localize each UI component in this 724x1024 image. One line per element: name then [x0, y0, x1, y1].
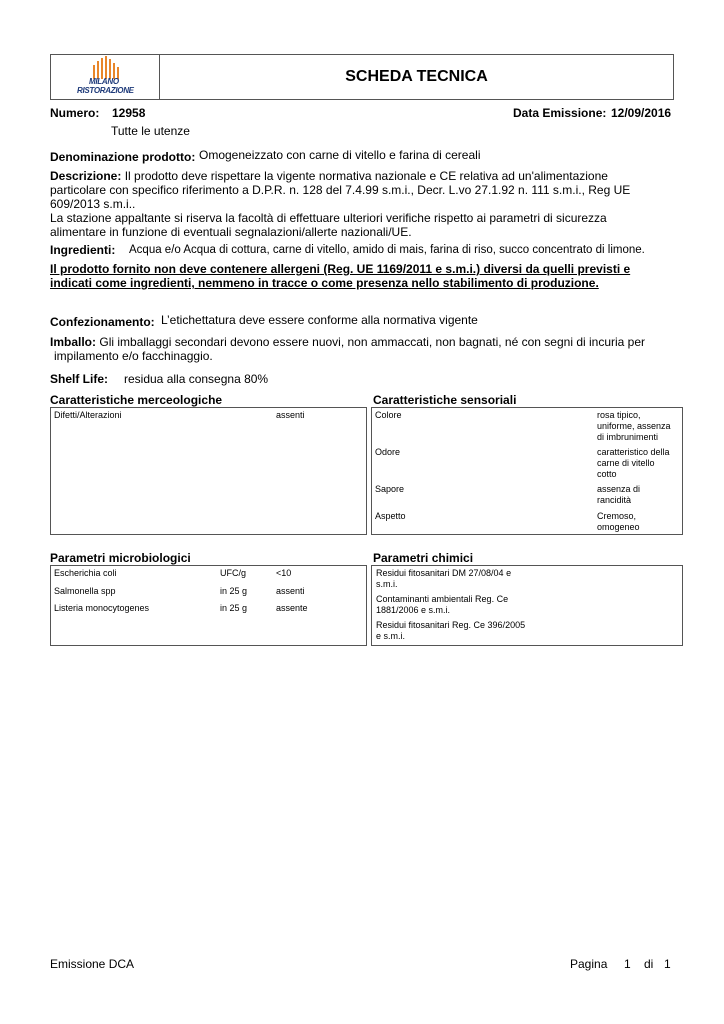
chimici-row-3-line2: e s.m.i.: [376, 631, 406, 641]
sensoriali-colore-name: Colore: [375, 410, 402, 420]
microbiologici-table: [50, 565, 367, 646]
descrizione-text-1: Il prodotto deve rispettare la vigente normativa nazionale e CE relativa ad un'alimentazione: [124, 169, 608, 183]
denominazione-value: Omogeneizzato con carne di vitello e farina di cereali: [199, 148, 481, 162]
company-logo: [51, 55, 160, 99]
sensoriali-colore-v2: uniforme, assenza: [597, 421, 671, 431]
chimici-row-2-line2: 1881/2006 e s.m.i.: [376, 605, 451, 615]
chimici-row-1-line2: s.m.i.: [376, 579, 398, 589]
micro-row-2-value: assenti: [276, 586, 305, 596]
microbiologici-title: Parametri microbiologici: [50, 551, 191, 565]
ingredienti-label: Ingredienti:: [50, 243, 116, 257]
footer-di-label: di: [644, 957, 654, 971]
imballo-line2: impilamento e/o facchinaggio.: [54, 349, 213, 363]
confezionamento-label: Confezionamento:: [50, 315, 155, 329]
logo-text-line2: RISTORAZIONE: [77, 86, 134, 95]
sensoriali-title: Caratteristiche sensoriali: [373, 393, 517, 407]
sensoriali-colore-v3: di imbrunimenti: [597, 432, 659, 442]
sensoriali-sapore-name: Sapore: [375, 484, 405, 494]
sensoriali-colore-v1: rosa tipico,: [597, 410, 641, 420]
allergeni-line1: Il prodotto fornito non deve contenere allergeni (Reg. UE 1169/2011 e s.m.i.) diversi da quelli previsti e: [50, 262, 631, 276]
descrizione-line4: La stazione appaltante si riserva la facoltà di effettuare ulteriori verifiche rispetto ai parametri di sicurezza: [50, 211, 607, 225]
sensoriali-odore-v2: carne di vitello: [597, 458, 655, 468]
chimici-row-1-line1: Residui fitosanitari DM 27/08/04 e: [376, 568, 512, 578]
imballo-label: Imballo:: [50, 335, 97, 349]
sensoriali-aspetto-name: Aspetto: [375, 511, 406, 521]
descrizione-line2: particolare con specifico riferimento a D.P.R. n. 128 del 7.4.99 s.m.i., Decr. L.vo 27.1.92 n. 111 s.m.i., Reg UE: [50, 183, 631, 197]
micro-row-1-name: Escherichia coli: [54, 568, 117, 578]
sensoriali-sapore-v1: assenza di: [597, 484, 641, 494]
data-emissione-value: 12/09/2016: [611, 106, 672, 120]
descrizione-line1: [50, 169, 608, 183]
utenze-text: Tutte le utenze: [111, 124, 190, 138]
denominazione-label: Denominazione prodotto:: [50, 150, 196, 164]
sensoriali-odore-v3: cotto: [597, 469, 617, 479]
micro-row-1-value: <10: [276, 568, 292, 578]
micro-row-3-name: Listeria monocytogenes: [54, 603, 150, 613]
footer-page-total: 1: [664, 957, 671, 971]
chimici-title: Parametri chimici: [373, 551, 474, 565]
data-emissione-label: Data Emissione:: [513, 106, 607, 120]
sensoriali-odore-v1: caratteristico della: [597, 447, 670, 457]
descrizione-label: Descrizione:: [50, 169, 122, 183]
table-row-name: Difetti/Alterazioni: [54, 410, 122, 420]
imballo-line1: [50, 335, 645, 349]
numero-label: Numero:: [50, 106, 100, 120]
header-box: [50, 54, 674, 100]
micro-row-3-value: assente: [276, 603, 308, 613]
ingredienti-value: Acqua e/o Acqua di cottura, carne di vitello, amido di mais, farina di riso, succo concentrato di limone.: [129, 244, 645, 256]
sensoriali-sapore-v2: rancidità: [597, 495, 632, 505]
micro-row-2-name: Salmonella spp: [54, 586, 116, 596]
footer-page-number: 1: [624, 957, 631, 971]
shelf-life-label: Shelf Life:: [50, 372, 109, 386]
sensoriali-odore-name: Odore: [375, 447, 401, 457]
sensoriali-aspetto-v2: omogeneo: [597, 522, 640, 532]
footer-emissione: Emissione DCA: [50, 957, 135, 971]
document-title: SCHEDA TECNICA: [345, 68, 488, 85]
chimici-table: [371, 565, 683, 646]
imballo-text-1: Gli imballaggi secondari devono essere nuovi, non ammaccati, non bagnati, né con segni di incuria per: [99, 335, 646, 349]
allergeni-line2: indicati come ingredienti, nemmeno in tracce o come presenza nello stabilimento di produzione.: [50, 276, 599, 290]
footer-pagina-label: Pagina: [570, 957, 608, 971]
chimici-row-2-line1: Contaminanti ambientali Reg. Ce: [376, 594, 509, 604]
merceologiche-title: Caratteristiche merceologiche: [50, 393, 223, 407]
micro-row-3-unit: in 25 g: [220, 603, 248, 613]
merceologiche-table: [50, 407, 367, 535]
descrizione-line3: 609/2013 s.m.i..: [50, 197, 136, 211]
micro-row-1-unit: UFC/g: [220, 568, 247, 578]
numero-value: 12958: [112, 106, 146, 120]
sensoriali-aspetto-v1: Cremoso,: [597, 511, 637, 521]
descrizione-line5: alimentare in funzione di eventuali segnalazioni/allerte nazionali/UE.: [50, 225, 412, 239]
confezionamento-value: L’etichettatura deve essere conforme alla normativa vigente: [161, 313, 478, 327]
shelf-life-value: residua alla consegna 80%: [124, 372, 269, 386]
logo-text-line1: MILANO: [89, 77, 119, 86]
table-row-value: assenti: [276, 410, 305, 420]
sensoriali-table: [371, 407, 683, 535]
micro-row-2-unit: in 25 g: [220, 586, 248, 596]
chimici-row-3-line1: Residui fitosanitari Reg. Ce 396/2005: [376, 620, 526, 630]
